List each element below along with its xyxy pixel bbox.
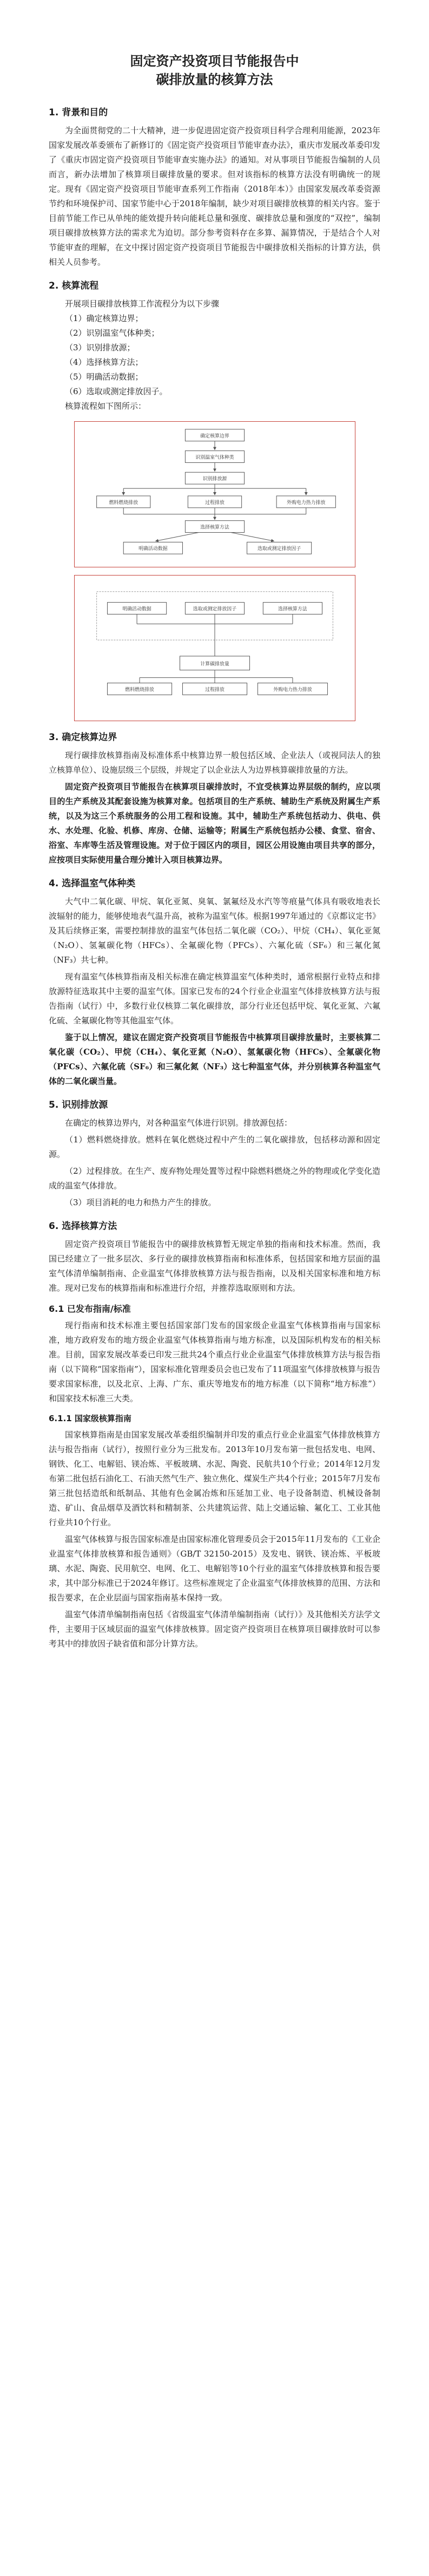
process-step: （3）识别排放源；: [65, 343, 135, 352]
flowchart-2-svg: [75, 576, 355, 721]
section-5-paragraph: 在确定的核算边界内，对各种温室气体进行识别。排放源包括：: [65, 1118, 293, 1128]
section-5-heading: 5. 识别排放源: [49, 1100, 108, 1110]
process-step: （1）确定核算边界；: [65, 313, 143, 323]
document-title: [49, 52, 380, 89]
flow-node-boundary: 确定核算边界: [200, 433, 229, 439]
emission-source-item: （2）过程排放。在生产、废弃物处理处置等过程中除燃料燃烧之外的物理或化学变化造成的温室气体排放。: [49, 1166, 380, 1191]
process-step: （4）选择核算方法；: [65, 357, 143, 367]
flowchart-svg: [75, 422, 355, 567]
flow-node-gas-types: 识别温室气体种类: [195, 455, 234, 461]
flow2-label-purchased: 外购电力热力排放: [273, 687, 312, 693]
process-steps: [49, 297, 380, 414]
section-1-heading: 1. 背景和目的: [49, 107, 108, 118]
section-6-1-1-heading: 6.1.1 国家级核算指南: [49, 1414, 131, 1423]
process-step: （6）选取或测定排放因子。: [65, 387, 168, 396]
flowchart-figure: [74, 421, 355, 567]
section-3-heading: 3. 确定核算边界: [49, 732, 117, 743]
section-6-1-1-paragraph-1: 国家核算指南是由国家发展改革委组织编制并印发的重点行业企业温室气体排放核算方法与报告指南（试行），按照行业分为三批发布。2013年10月发布第一批包括发电、电网、钢铁、化工、电解铝、镁冶炼、平板玻璃、水泥、陶瓷、民航共10个行业；2014年12月发布第二批包括石油化工、石油天然气生产、独立焦化、煤炭生产共4个行业；2015年7月发布第三批包括造纸和纸制品、其他有色金属冶炼和压延加工业、电子设备制造、机械设备制造、矿山、食品烟草及酒饮料和精制茶、公共建筑运营、陆上交通运输、氟化工、工业其他行业共10个行业。: [49, 1430, 380, 1527]
section-3-paragraph-2: 固定资产投资项目节能报告在核算项目碳排放时，不宜受核算边界层级的制约，应以项目的生产系统及其配套设施为核算对象。包括项目的生产系统、辅助生产系统及附属生产系统，以及为这三个系统服务的公用工程和设施。其中，辅助生产系统包括动力、供电、供水、水处理、化验、机修、库房、仓储、运输等；附属生产系统包括办公楼、食堂、宿舍、浴室、车库等生活及管理设施。对于位于园区内的项目，园区公用设施由项目共享的部分，应按项目实际使用量合理分摊计入项目核算边界。: [49, 782, 380, 865]
flow2-node-activity: 明确活动数据: [122, 606, 151, 612]
section-2-heading: 2. 核算流程: [49, 280, 99, 291]
section-4-heading: 4. 选择温室气体种类: [49, 878, 136, 889]
section-6-1-paragraph: 现行指南和技术标准主要包括国家部门发布的国家级企业温室气体核算指南与国家标准，地方政府发布的地方级企业温室气体核算指南与地方标准，以及国际机构发布的相关标准。目前，国家发展改革委已印发三批共24个重点行业企业温室气体排放核算方法与报告指南（以下简称“国家指南”），国家标准化管理委员会也已发布了11项温室气体排放核算与报告要求国家标准，以及北京、上海、广东、重庆等地发布的地方标准（以下简称“地方标准”）和国家技术标准三大类。: [49, 1320, 380, 1403]
flow2-node-factor: 选取或测定排放因子: [193, 606, 236, 612]
section-4-paragraph-3: 鉴于以上情况，建议在固定资产投资项目节能报告中核算项目碳排放量时，主要核算二氧化碳（CO₂）、甲烷（CH₄）、氧化亚氮（N₂O）、氢氟碳化物（HFCs）、全氟碳化物（PFCs）、六氟化硫（SF₆）和三氟化氮（NF₃）这七种温室气体，并分别核算各种温室气体的二氧化碳当量。: [49, 1032, 380, 1086]
emission-source-item: （1）燃料燃烧排放。燃料在氧化燃烧过程中产生的二氧化碳排放，包括移动源和固定源。: [49, 1135, 380, 1159]
title-line-2: 碳排放量的核算方法: [156, 72, 273, 87]
process-step: （5）明确活动数据；: [65, 372, 143, 382]
section-6-1-1-paragraph-3: 温室气体清单编制指南包括《省级温室气体清单编制指南（试行）》及其他相关方法学文件，主要用于区域层面的温室气体排放核算。固定资产投资项目在核算项目碳排放时可以参考其中的排放因子缺省值和部分计算方法。: [49, 1610, 380, 1649]
section-6-heading: 6. 选择核算方法: [49, 1221, 117, 1232]
flow-label-combustion: 燃料燃烧排放: [108, 500, 138, 506]
section-4-paragraph-1: 大气中二氧化碳、甲烷、氧化亚氮、臭氧、氯氟烃及水汽等等痕量气体具有吸收地表长波辐射的能力，能够使地表气温升高，被称为温室气体。根据1997年通过的《京都议定书》及其后续修正案，需要控制排放的温室气体包括二氧化碳（CO₂）、甲烷（CH₄）、氧化亚氮（N₂O）、氢氟碳化物（HFCs）、全氟碳化物（PFCs）、六氟化硫（SF₆）和三氟化氮（NF₃）共七种。: [49, 897, 380, 965]
flow-label-process: 过程排放: [204, 500, 225, 506]
flow-node-sources: 识别排放源: [202, 476, 227, 482]
section-6-1-heading: 6.1 已发布指南/标准: [49, 1304, 131, 1314]
section-6-1-1-paragraph-2: 温室气体核算与报告国家标准是由国家标准化管理委员会于2015年11月发布的《工业企业温室气体排放核算和报告通则》（GB/T 32150-2015）及发电、钢铁、镁冶炼、平板玻璃、水泥、陶瓷、民用航空、电网、化工、电解铝等10个行业的温室气体排放核算和报告要求，其中部分标准已于2024年修订。这些标准规定了企业温室气体排放核算的范围、方法和报告要求，在企业层面与国家指南基本保持一致。: [49, 1534, 380, 1603]
flowchart-figure-2: [74, 575, 355, 721]
flow2-node-method: 选择核算方法: [278, 606, 307, 612]
process-intro: 开展项目碳排放核算工作流程分为以下步骤: [65, 299, 220, 309]
flow2-label-combustion: 燃料燃烧排放: [124, 687, 154, 693]
emission-source-item: （3）项目消耗的电力和热力产生的排放。: [65, 1198, 216, 1207]
flow-node-factor: 选取或测定排放因子: [257, 546, 301, 552]
flow-label-purchased: 外购电力热力排放: [286, 500, 325, 506]
flow2-label-process: 过程排放: [204, 687, 225, 693]
flow-node-method: 选择核算方法: [200, 525, 229, 531]
section-1-paragraph: 为全面贯彻党的二十大精神，进一步促进固定资产投资项目科学合理利用能源，2023年国家发展改革委颁布了新修订的《固定资产投资项目节能审查办法》，重庆市发展改革委印发了《重庆市固定资产投资项目节能审查实施办法》的通知。对从事项目节能报告编制的人员而言，新办法增加了核算项目碳排放量的要求。但对该指标的核算方法没有明确统一的规定。现有《固定资产投资项目节能审查系列工作指南（2018年本）》由国家发展改革委资源节约和环境保护司、国家节能中心于2018年编制，缺少对项目碳排放核算的相关内容。鉴于目前节能工作已从单纯的能效提升转向能耗总量和强度、碳排放总量和强度的“双控”，编制项目碳排放核算方法的需求尤为迫切。部分参考资料存在多算、漏算情况，于是结合个人对节能审查的理解，在文中探讨固定资产投资项目节能报告中碳排放相关指标的计算方法，供相关人员参考。: [49, 126, 380, 267]
section-4-paragraph-2: 现有温室气体核算指南及相关标准在确定核算温室气体种类时，通常根据行业特点和排放源特征选取其中主要的温室气体。国家已发布的24个行业企业温室气体排放核算方法与报告指南（试行）中，多数行业仅核算二氧化碳排放，部分行业还包括甲烷、氧化亚氮、六氟化硫、全氟碳化物等其他温室气体。: [49, 972, 380, 1025]
flow2-node-result: 计算碳排放量: [200, 661, 229, 667]
flow-node-activity: 明确活动数据: [138, 546, 168, 552]
section-3-paragraph-1: 现行碳排放核算指南及标准体系中核算边界一般包括区域、企业法人（或视同法人的独立核算单位）、设施层级三个层级，并规定了以企业法人为边界核算碳排放量的方法。: [49, 750, 380, 775]
process-step: （2）识别温室气体种类；: [65, 328, 160, 338]
figure-caption: 核算流程如下图所示：: [65, 401, 147, 411]
title-line-1: 固定资产投资项目节能报告中: [130, 54, 299, 69]
section-6-paragraph: 固定资产投资项目节能报告中的碳排放核算暂无规定单独的指南和技术标准。然而，我国已经建立了一批多层次、多行业的碳排放核算指南和标准体系，包括国家和地方层面的温室气体清单编制指南、企业温室气体排放核算方法与报告指南，以及相关国家标准和地方标准。现对已发布的核算指南和标准进行介绍，并推荐选取原则和方法。: [49, 1239, 380, 1293]
